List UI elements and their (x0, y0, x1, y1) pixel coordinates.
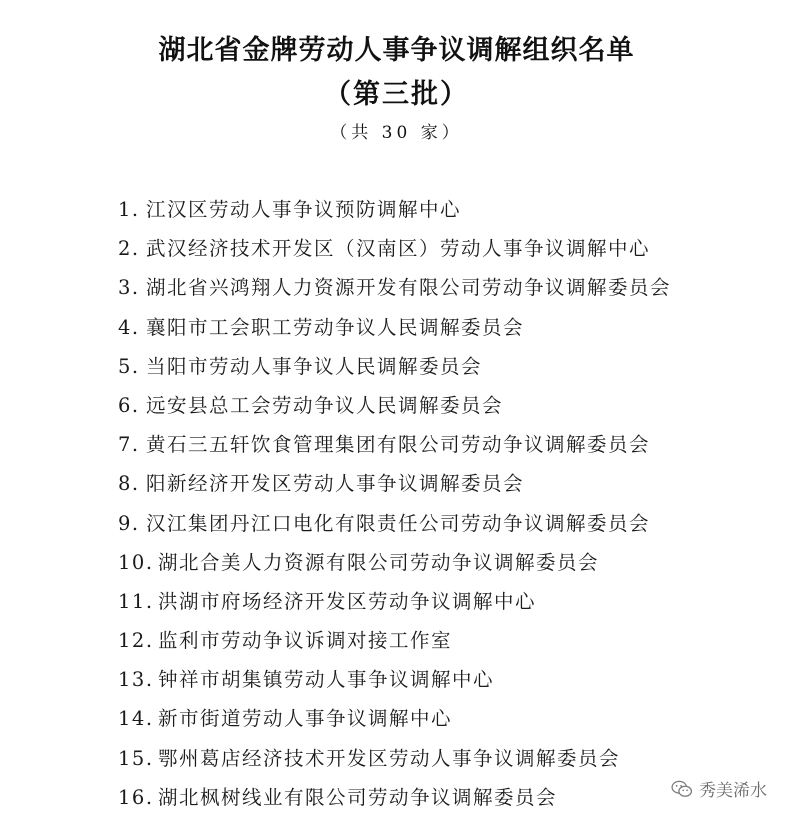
list-item (118, 621, 758, 660)
list-item (118, 504, 758, 543)
item-number: 11. (118, 589, 154, 613)
list-item (118, 425, 758, 464)
item-name: 江汉区劳动人事争议预防调解中心 (146, 198, 462, 221)
item-name: 汉江集团丹江口电化有限责任公司劳动争议调解委员会 (146, 511, 651, 535)
list-item (118, 464, 758, 503)
item-number: 4. (118, 315, 140, 339)
item-number: 2. (118, 237, 140, 261)
list-item (118, 582, 758, 621)
organization-list (118, 190, 758, 817)
list-item (118, 386, 758, 425)
wechat-icon (671, 780, 693, 798)
item-name: 黄石三五轩饮食管理集团有限公司劳动争议调解委员会 (146, 433, 651, 457)
item-name: 湖北合美人力资源有限公司劳动争议调解委员会 (158, 550, 600, 574)
item-number: 12. (118, 629, 154, 653)
watermark (671, 776, 767, 801)
item-number: 9. (118, 511, 140, 535)
list-item (118, 739, 758, 778)
count-note: （共 30 家） (330, 123, 463, 143)
item-name: 远安县总工会劳动争议人民调解委员会 (146, 393, 504, 417)
item-number: 6. (118, 393, 140, 417)
item-name: 阳新经济开发区劳动人事争议调解委员会 (146, 472, 525, 496)
item-name: 钟祥市胡集镇劳动人事争议调解中心 (158, 668, 495, 692)
document-title: 湖北省金牌劳动人事争议调解组织名单 (158, 35, 635, 66)
item-number: 3. (118, 276, 140, 300)
item-name: 监利市劳动争议诉调对接工作室 (158, 629, 453, 653)
item-number: 10. (118, 550, 154, 574)
item-number: 15. (118, 746, 154, 770)
item-name: 襄阳市工会职工劳动争议人民调解委员会 (146, 315, 525, 339)
list-item (118, 268, 758, 307)
item-number: 13. (118, 668, 154, 692)
list-item (118, 778, 758, 817)
item-number: 16. (118, 785, 154, 809)
item-name: 鄂州葛店经济技术开发区劳动人事争议调解委员会 (158, 746, 621, 770)
list-item (118, 308, 758, 347)
item-number: 14. (118, 707, 154, 731)
item-name: 湖北省兴鸿翔人力资源开发有限公司劳动争议调解委员会 (146, 276, 672, 300)
list-item (118, 543, 758, 582)
list-item (118, 347, 758, 386)
item-number: 5. (118, 354, 140, 378)
item-number: 7. (118, 433, 140, 457)
item-number: 8. (118, 472, 140, 496)
item-name: 武汉经济技术开发区（汉南区）劳动人事争议调解中心 (146, 237, 651, 261)
item-number: 1. (118, 198, 140, 221)
item-name: 新市街道劳动人事争议调解中心 (158, 707, 453, 731)
item-name: 湖北枫树线业有限公司劳动争议调解委员会 (158, 785, 558, 809)
item-name: 当阳市劳动人事争议人民调解委员会 (146, 354, 483, 378)
list-item (118, 190, 758, 229)
watermark-text: 秀美浠水 (699, 781, 767, 801)
list-item (118, 699, 758, 738)
list-item (118, 229, 758, 268)
item-name: 洪湖市府场经济开发区劳动争议调解中心 (158, 589, 537, 613)
list-item (118, 660, 758, 699)
batch-subtitle: （第三批） (324, 79, 469, 110)
